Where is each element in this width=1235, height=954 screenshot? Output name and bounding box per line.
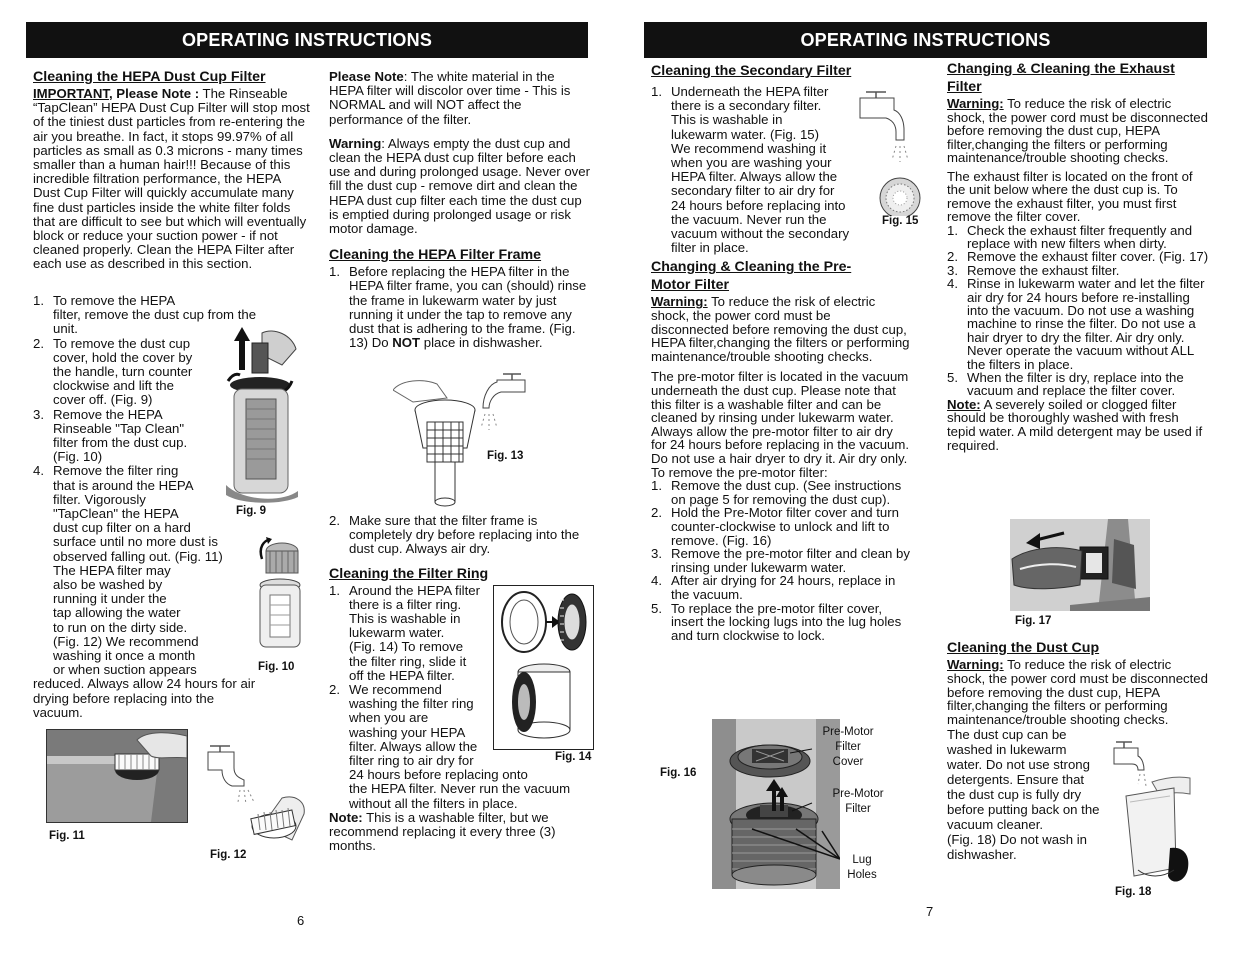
hepa-step: 4. Remove the filter ring that is around the HEPA filter. Vigorously "TapClean" the HEPA dust cup filter on a hard surface until no more dust is observed falling out. (Fig. 11) The HEPA filter may also be washed by running it under the tap allowing the water to run on the dirty side. (Fig. 12) We recommend washing it once a month or when suction appears	[33, 463, 223, 678]
premotor-steps	[651, 479, 911, 642]
left-col-2	[329, 70, 591, 350]
right-page-number: 7	[926, 904, 934, 919]
premotor-heading: Changing & Cleaning the Pre- Motor Filter	[651, 259, 852, 294]
fig15-label: Fig. 15	[882, 215, 919, 227]
premotor-step: 5. To replace the pre-motor filter cover, insert the locking lugs into the lug holes and turn clockwise to lock.	[651, 600, 902, 643]
right-page-banner: OPERATING INSTRUCTIONS	[644, 22, 1207, 58]
ring-step: 2. We recommend washing the filter ring when you are washing your HEPA filter. Always allow the filter ring to air dry for 24 hours before replacing onto the HEPA filter. Never run the vacuum without all the filters in place.	[329, 682, 571, 811]
hepa-step: 3. Remove the HEPA Rinseable "Tap Clean" filter from the dust cup. (Fig. 10)	[33, 406, 188, 465]
label-premotor-filter-cover: Pre-Motor Filter Cover	[822, 726, 874, 768]
fig18-label: Fig. 18	[1115, 886, 1152, 898]
premotor-step: 4. After air drying for 24 hours, replace in the vacuum.	[651, 573, 896, 602]
hepa-dust-cup-heading: Cleaning the HEPA Dust Cup Filter	[33, 69, 266, 85]
exhaust-warning: Warning: To reduce the risk of electric shock, the power cord must be disconnected before removing the dust cup, HEPA filter,changing the filters or performing maintenance/trouble shooting checks.	[947, 96, 1208, 166]
left-col-1	[33, 68, 311, 272]
ring-note: Note: This is a washable filter, but we recommend replacing it every three (3) months.	[329, 809, 556, 854]
fig11-tap-clean-illustration	[47, 730, 187, 822]
left-page-banner: OPERATING INSTRUCTIONS	[26, 22, 588, 58]
dust-cup-heading: Cleaning the Dust Cup	[947, 640, 1100, 656]
label-lug-holes: Lug Holes	[847, 854, 877, 881]
label-premotor-filter: Pre-Motor Filter	[832, 788, 884, 815]
dust-cup-warning: Warning: To reduce the risk of electric shock, the power cord must be disconnected before removing the dust cup, HEPA filter,changing the filters or performing maintenance/trouble shooting checks.	[947, 657, 1208, 728]
fig15-secondary-filter-illustration	[852, 88, 924, 216]
fig13-label: Fig. 13	[487, 450, 524, 462]
fig17-exhaust-filter-illustration	[1010, 519, 1150, 611]
filter-ring-heading: Cleaning the Filter Ring	[329, 565, 489, 582]
exhaust-step: 2. Remove the exhaust filter cover. (Fig. 17)	[947, 249, 1209, 265]
exhaust-heading: Changing & Cleaning the Exhaust Filter	[947, 61, 1175, 95]
warning-paragraph: Warning: Always empty the dust cup and clean the HEPA dust cup filter before each use and during prolonged usage. Never over fill the dust cup - remove dirt and clean the HEPA dust cup filter each time the dust cup is emptied during prolonged usage or risk motor damage.	[329, 135, 590, 237]
fig14-frame	[493, 585, 594, 750]
premotor-step: 2. Hold the Pre-Motor filter cover and turn counter-clockwise to unlock and lift to remove. (Fig. 16)	[651, 505, 899, 548]
hepa-frame-heading: Cleaning the HEPA Filter Frame	[329, 247, 542, 264]
dust-cup-text: The dust cup can be washed in lukewarm water. Do not use strong detergents. Ensure that the dust cup is fully dry before putting back on the vacuum cleaner. (Fig. 18) Do not wash in dishwasher.	[947, 726, 1100, 862]
frame-step: 1. Before replacing the HEPA filter in the HEPA filter frame, you can (should) rinse the frame in lukewarm water by just running it under the tap to remove any dust that is adhering to the frame. (Fig. 13) Do NOT place in dishwasher.	[329, 264, 587, 351]
premotor-intro: The pre-motor filter is located in the vacuum underneath the dust cup. Please note that this filter is a washable filter and can be cleaned by rinsing under lukewarm water. Always allow the pre-motor filter to air dry for 24 hours before replacing in the vacuum. Do not use a hair dryer to dry it. Air dry only. To remove the pre-motor filter:	[651, 369, 910, 480]
fig13-filter-frame-illustration	[393, 368, 543, 510]
ring-step: 1. Around the HEPA filter there is a filter ring. This is washable in lukewarm water. (Fig. 14) To remove the filter ring, slide it off the HEPA filter.	[329, 582, 480, 683]
fig18-dust-cup-illustration	[1112, 738, 1192, 886]
fig10-label: Fig. 10	[258, 661, 295, 673]
frame-steps	[329, 265, 591, 350]
exhaust-step: 1. Check the exhaust filter frequently and replace with new filters when dirty.	[947, 222, 1193, 251]
exhaust-step: 3. Remove the exhaust filter.	[947, 262, 1120, 278]
secondary-filter-heading: Cleaning the Secondary Filter	[651, 63, 852, 79]
frame-steps-2	[329, 514, 593, 557]
fig9-label: Fig. 9	[236, 505, 267, 517]
premotor-warning: Warning: To reduce the risk of electric shock, the power cord must be disconnected before removing the dust cup, HEPA filter,changing the filters or performing maintenance/trouble shooting checks.	[651, 294, 910, 364]
fig9-dust-cup-illustration	[222, 325, 300, 505]
left-page-number: 6	[297, 913, 305, 928]
hepa-step-tail: reduced. Always allow 24 hours for air drying before replacing into the vacuum.	[33, 676, 256, 720]
hepa-step: 2. To remove the dust cup cover, hold the cover by the handle, turn counter clockwise and lift the cover off. (Fig. 9)	[33, 335, 193, 408]
secondary-step: 1. Underneath the HEPA filter there is a secondary filter. This is washable in lukewarm water. (Fig. 15) We recommend washing it when you are washing your HEPA filter. Always allow the secondary filter to air dry for 24 hours before replacing into the vacuum. Never run the vacuum without the secondary filter in place.	[651, 84, 850, 256]
exhaust-step: 5. When the filter is dry, replace into the vacuum and replace the filter cover.	[947, 370, 1184, 399]
premotor-step: 1. Remove the dust cup. (See instructions on page 5 for removing the dust cup).	[651, 478, 902, 507]
exhaust-intro: The exhaust filter is located on the front of the unit below where the dust cup is. To remove the exhaust filter, you must first remove the filter cover.	[947, 168, 1193, 225]
hepa-intro: IMPORTANT, Please Note : The Rinseable “TapClean” HEPA Dust Cup Filter will stop most of the tiniest dust particles from re-entering the air you breathe. In fact, it stops 99.97% of all particles as small as 0.3 microns - many times smaller than a human hair!!! Because of this incredible filtration performance, the HEPA Dust Cup Filter will quickly accumulate many fine dust particles inside the white filter folds that are difficult to see but which will eventually block or reduce your suction power - if not cleaned properly. Clean the HEPA Filter after each use as described in this section.	[33, 86, 310, 272]
fig16-label: Fig. 16	[660, 767, 697, 779]
fig11-frame	[46, 729, 188, 823]
fig14-filter-ring-illustration	[494, 586, 592, 748]
fig12-filter-under-tap-illustration	[200, 740, 308, 846]
fig11-label: Fig. 11	[49, 830, 85, 842]
right-col-2	[947, 60, 1209, 452]
fig14-label: Fig. 14	[555, 751, 592, 763]
exhaust-step: 4. Rinse in lukewarm water and let the filter air dry for 24 hours before re-installing into the vacuum. Do not use a washing machine to rinse the filter. Do not use a hair dryer to dry the filter. Air dry only. Never operate the vacuum without ALL the filters in place.	[947, 276, 1205, 372]
hepa-step: 1. To remove the HEPA filter, remove the dust cup from the unit.	[33, 293, 257, 337]
frame-step: 2. Make sure that the filter frame is completely dry before replacing into the dust cup. Always air dry.	[329, 513, 580, 557]
fig17-label: Fig. 17	[1015, 615, 1052, 627]
fig12-label: Fig. 12	[210, 849, 247, 861]
exhaust-note: Note: A severely soiled or clogged filter should be thoroughly washed with fresh tepid water. A mild detergent may be used if required.	[947, 396, 1203, 453]
please-note-paragraph: Please Note: The white material in the HEPA filter will discolor over time - This is NORMAL and will NOT affect the performance of the filter.	[329, 69, 571, 127]
premotor-step: 3. Remove the pre-motor filter and clean by rinsing under lukewarm water.	[651, 546, 910, 575]
exhaust-steps	[947, 224, 1209, 398]
fig10-filter-removal-illustration	[248, 537, 304, 657]
